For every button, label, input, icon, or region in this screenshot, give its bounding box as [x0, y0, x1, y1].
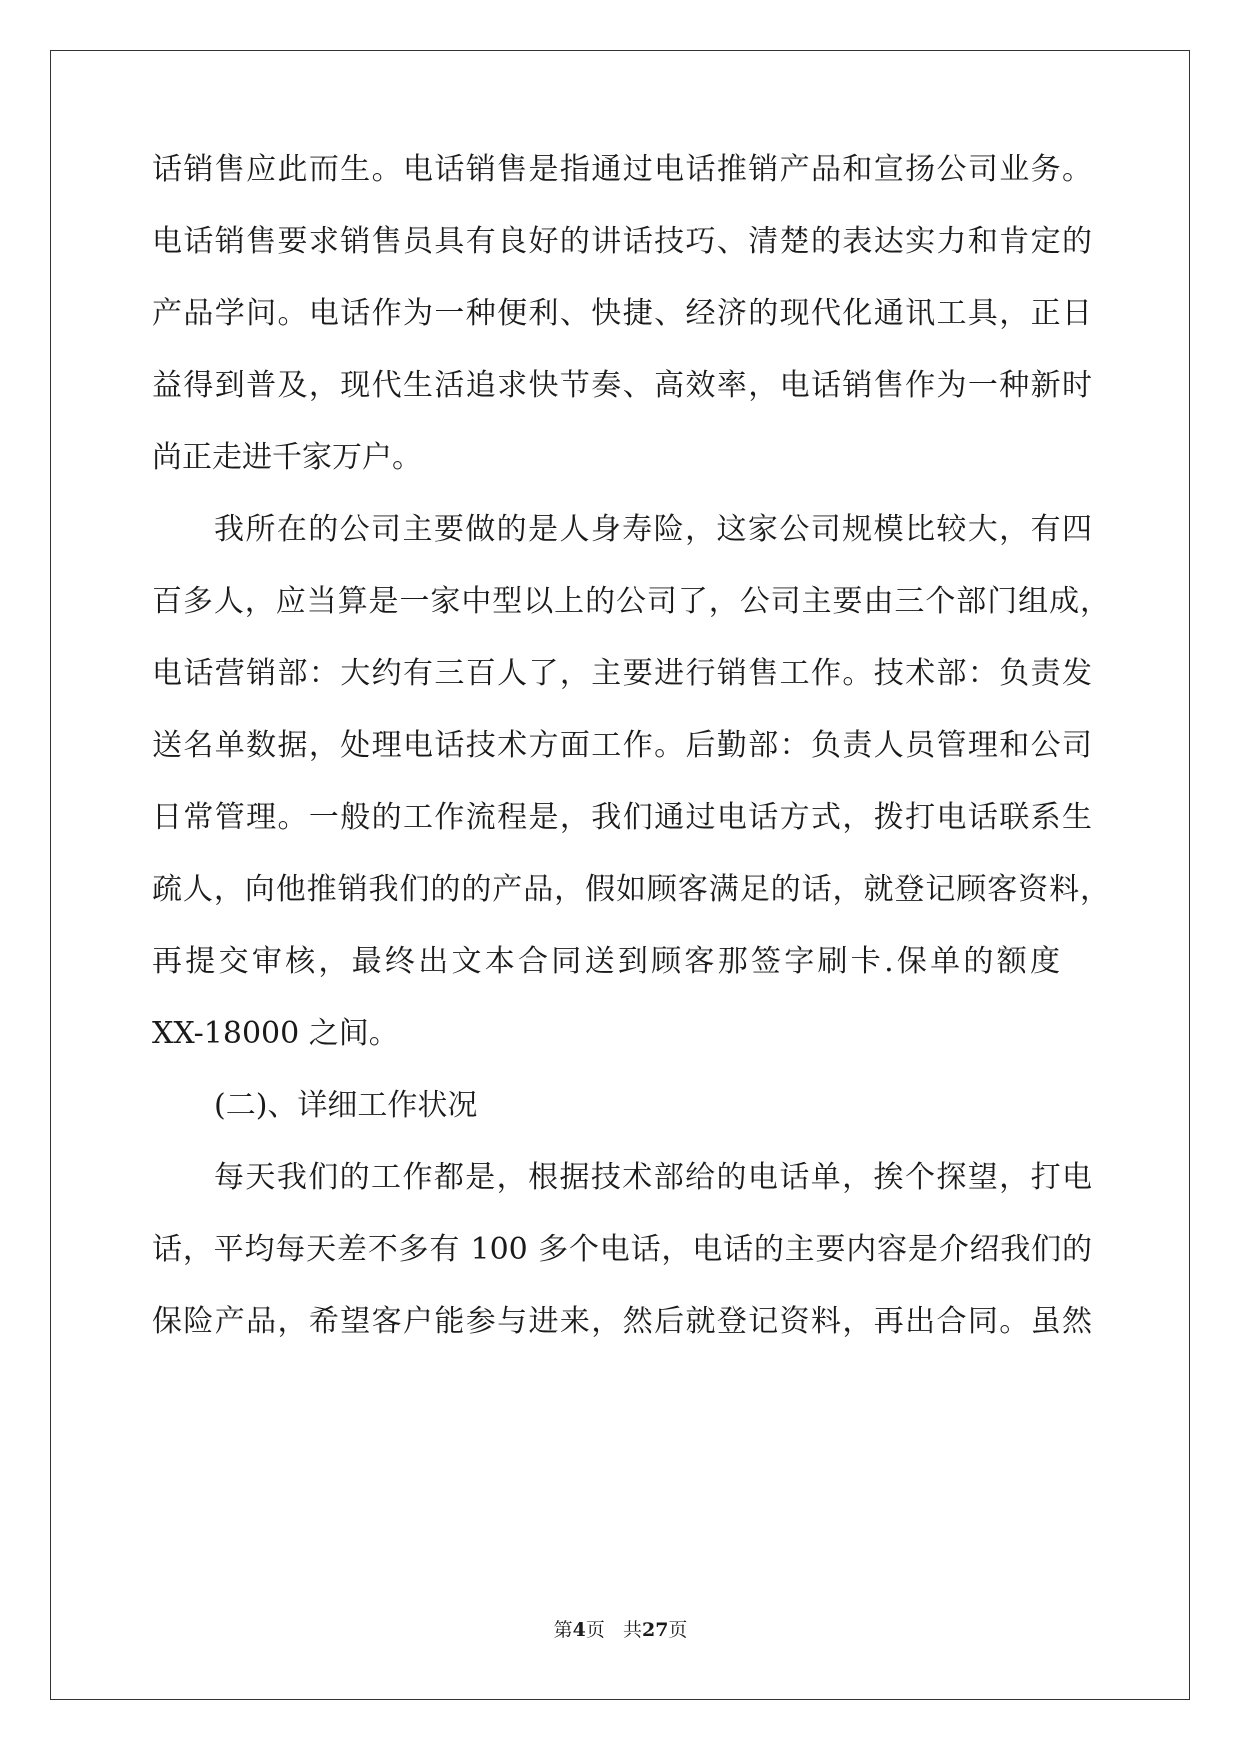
text-line: 尚正走进千家万户。: [152, 440, 422, 475]
total-suffix: 页: [668, 1619, 688, 1641]
text-line: 日常管理。一般的工作流程是，我们通过电话方式，拨打电话联系生: [152, 800, 1092, 835]
text-line: 电话营销部：大约有三百人了，主要进行销售工作。技术部：负责发: [152, 656, 1092, 691]
text-line: 百多人，应当算是一家中型以上的公司了，公司主要由三个部门组成，: [152, 584, 1110, 619]
paragraph-first-line: 每天我们的工作都是，根据技术部给的电话单，挨个探望，打电: [214, 1160, 1092, 1195]
text-line: 疏人，向他推销我们的的产品，假如顾客满足的话，就登记顾客资料，: [152, 872, 1110, 907]
page-prefix: 第: [553, 1619, 573, 1641]
text-line: 电话销售要求销售员具有良好的讲话技巧、清楚的表达实力和肯定的: [152, 224, 1092, 259]
section-heading: (二)、详细工作状况: [214, 1088, 478, 1123]
page-footer: [0, 1618, 1241, 1642]
paragraph-first-line: 我所在的公司主要做的是人身寿险，这家公司规模比较大，有四: [214, 512, 1092, 547]
text-line: XX-18000 之间。: [152, 1016, 399, 1051]
total-prefix: 共: [622, 1619, 642, 1641]
text-line: 送名单数据，处理电话技术方面工作。后勤部：负责人员管理和公司: [152, 728, 1092, 763]
text-line: 益得到普及，现代生活追求快节奏、高效率，电话销售作为一种新时: [152, 368, 1092, 403]
text-line: 产品学问。电话作为一种便利、快捷、经济的现代化通讯工具，正日: [152, 296, 1092, 331]
text-line: 再提交审核，最终出文本合同送到顾客那签字刷卡.保单的额度: [152, 944, 1060, 979]
page-number: 4: [572, 1619, 586, 1641]
text-line: 保险产品，希望客户能参与进来，然后就登记资料，再出合同。虽然: [152, 1304, 1092, 1339]
page-suffix: 页: [585, 1619, 605, 1641]
text-line: 话销售应此而生。电话销售是指通过电话推销产品和宣扬公司业务。: [152, 152, 1092, 187]
text-line: 话，平均每天差不多有 100 多个电话，电话的主要内容是介绍我们的: [152, 1232, 1092, 1267]
total-pages: 27: [641, 1619, 669, 1641]
